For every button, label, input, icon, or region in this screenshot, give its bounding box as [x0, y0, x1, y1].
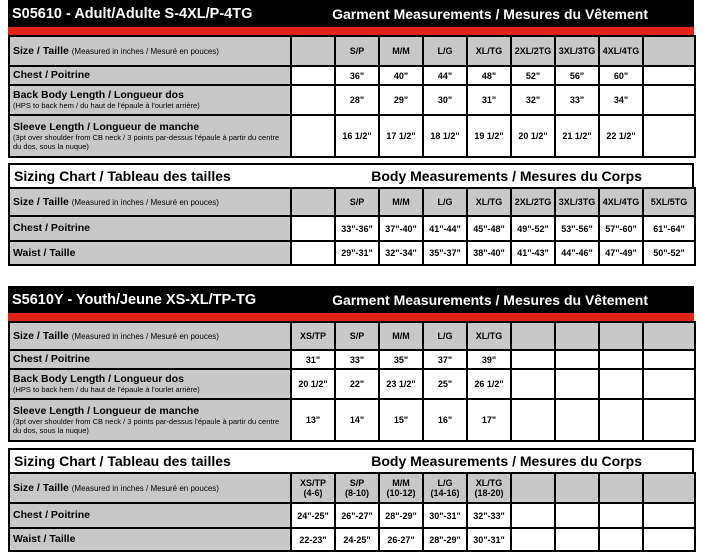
measure-cell: 28"	[335, 85, 379, 115]
youth-product-title: S5610Y - Youth/Jeune XS-XL/TP-TG	[12, 291, 257, 308]
measure-cell: 53"-56"	[555, 216, 599, 241]
measure-cell: 29"	[379, 85, 423, 115]
measure-cell: 35"	[379, 350, 423, 369]
measure-cell: 37"-40"	[379, 216, 423, 241]
size-header: 4XL/4TG	[599, 188, 643, 216]
measure-cell: 32"-33"	[467, 503, 511, 528]
measure-cell: 30"	[423, 85, 467, 115]
measure-cell: 25"	[423, 369, 467, 399]
size-header: L/G	[423, 36, 467, 66]
measure-cell: 35"-37"	[423, 241, 467, 265]
measure-cell: 18 1/2"	[423, 115, 467, 157]
empty-cell	[643, 66, 695, 85]
measure-cell: 24"-25"	[291, 503, 335, 528]
measure-cell: 50"-52"	[643, 241, 695, 265]
size-header: XS/TP (4-6)	[291, 473, 335, 503]
chest-label: Chest / Poitrine	[9, 216, 291, 241]
adult-body-waist-row	[9, 241, 695, 265]
youth-garment-header	[8, 286, 694, 313]
empty-cell	[599, 350, 643, 369]
measure-cell: 23 1/2"	[379, 369, 423, 399]
empty-cell	[643, 399, 695, 441]
adult-garment-title: Garment Measurements / Mesures du Vêtement	[332, 5, 648, 22]
measure-cell: 57"-60"	[599, 216, 643, 241]
youth-garment-title: Garment Measurements / Mesures du Vêtement	[332, 291, 648, 308]
empty-cell	[555, 369, 599, 399]
adult-garment-table	[8, 35, 696, 158]
measure-cell: 56"	[555, 66, 599, 85]
measure-cell: 36"	[335, 66, 379, 85]
measure-cell: 29"-31"	[335, 241, 379, 265]
empty-cell	[599, 473, 643, 503]
empty-cell	[599, 399, 643, 441]
youth-body-waist-row	[9, 528, 695, 551]
chest-label: Chest / Poitrine	[9, 350, 291, 369]
size-header: M/M (10-12)	[379, 473, 423, 503]
empty-cell	[643, 85, 695, 115]
measure-cell: 30"-31"	[467, 528, 511, 551]
empty-cell	[291, 216, 335, 241]
size-header: XS/TP	[291, 322, 335, 350]
back-length-label: Back Body Length / Longueur dos (HPS to back hem / du haut de l'épaule à l'ourlet arrière)	[9, 85, 291, 115]
empty-cell	[643, 528, 695, 551]
size-label-cell: Size / Taille (Measured in inches / Mesuré en pouces)	[9, 473, 291, 503]
empty-cell	[511, 322, 555, 350]
size-header: M/M	[379, 188, 423, 216]
measure-cell: 48"	[467, 66, 511, 85]
measure-cell: 47"-49"	[599, 241, 643, 265]
adult-sleeve-row	[9, 115, 695, 157]
empty-cell	[511, 350, 555, 369]
chest-label: Chest / Poitrine	[9, 503, 291, 528]
measure-cell: 52"	[511, 66, 555, 85]
empty-cell	[291, 66, 335, 85]
sleeve-length-label: Sleeve Length / Longueur de manche (3pt over shoulder from CB neck / 3 points par-dessus l'épaule à partir du centre du dos, sous la nuque)	[9, 115, 291, 157]
body-measurements-title: Body Measurements / Mesures du Corps	[371, 453, 642, 469]
size-label-cell: Size / Taille (Measured in inches / Mesuré en pouces)	[9, 188, 291, 216]
adult-garment-section	[8, 0, 694, 158]
youth-body-section	[8, 448, 694, 552]
empty-cell	[643, 503, 695, 528]
size-label-cell: Size / Taille (Measured in inches / Mesuré en pouces)	[9, 322, 291, 350]
size-header: L/G (14-16)	[423, 473, 467, 503]
empty-cell	[599, 369, 643, 399]
youth-body-header	[8, 448, 694, 472]
size-header: S/P	[335, 322, 379, 350]
youth-body-size-row	[9, 473, 695, 503]
youth-garment-table	[8, 321, 696, 442]
adult-body-chest-row	[9, 216, 695, 241]
adult-product-title: S05610 - Adult/Adulte S-4XL/P-4TG	[12, 5, 253, 22]
measure-cell: 22-23"	[291, 528, 335, 551]
measure-cell: 20 1/2"	[511, 115, 555, 157]
size-header: L/G	[423, 188, 467, 216]
empty-cell	[643, 473, 695, 503]
chest-label: Chest / Poitrine	[9, 66, 291, 85]
empty-cell	[643, 115, 695, 157]
empty-cell	[599, 528, 643, 551]
sizing-chart-title: Sizing Chart / Tableau des tailles	[14, 168, 231, 184]
youth-sleeve-row	[9, 399, 695, 441]
empty-cell	[291, 188, 335, 216]
measure-cell: 21 1/2"	[555, 115, 599, 157]
size-label-cell: Size / Taille (Measured in inches / Mesuré en pouces)	[9, 36, 291, 66]
sizing-chart-title: Sizing Chart / Tableau des tailles	[14, 453, 231, 469]
empty-cell	[511, 399, 555, 441]
size-header: 2XL/2TG	[511, 36, 555, 66]
sleeve-length-label: Sleeve Length / Longueur de manche (3pt over shoulder from CB neck / 3 points par-dessus l'épaule à partir du centre du dos, sous la nuque)	[9, 399, 291, 441]
empty-cell	[291, 36, 335, 66]
empty-cell	[599, 503, 643, 528]
empty-cell	[555, 350, 599, 369]
size-header: L/G	[423, 322, 467, 350]
empty-cell	[643, 350, 695, 369]
youth-body-chest-row	[9, 503, 695, 528]
size-header: S/P	[335, 188, 379, 216]
measure-cell: 33"	[335, 350, 379, 369]
measure-cell: 22"	[335, 369, 379, 399]
measure-cell: 22 1/2"	[599, 115, 643, 157]
youth-chest-row	[9, 350, 695, 369]
waist-label: Waist / Taille	[9, 241, 291, 265]
adult-body-size-row	[9, 188, 695, 216]
empty-cell	[291, 85, 335, 115]
measure-cell: 13"	[291, 399, 335, 441]
empty-cell	[555, 503, 599, 528]
empty-cell	[555, 473, 599, 503]
adult-garment-header	[8, 0, 694, 27]
youth-garment-section	[8, 286, 694, 442]
adult-back-row	[9, 85, 695, 115]
measure-cell: 28"-29"	[423, 528, 467, 551]
measure-cell: 24-25"	[335, 528, 379, 551]
measure-cell: 19 1/2"	[467, 115, 511, 157]
empty-cell	[555, 399, 599, 441]
empty-cell	[511, 473, 555, 503]
measure-cell: 30"-31"	[423, 503, 467, 528]
measure-cell: 32"-34"	[379, 241, 423, 265]
measure-cell: 44"	[423, 66, 467, 85]
measure-cell: 33"	[555, 85, 599, 115]
size-header: 2XL/2TG	[511, 188, 555, 216]
measure-cell: 41"-43"	[511, 241, 555, 265]
back-length-label: Back Body Length / Longueur dos (HPS to back hem / du haut de l'épaule à l'ourlet arrière)	[9, 369, 291, 399]
size-header: M/M	[379, 36, 423, 66]
measure-cell: 41"-44"	[423, 216, 467, 241]
measure-cell: 15"	[379, 399, 423, 441]
size-header: 5XL/5TG	[643, 188, 695, 216]
measure-cell: 61"-64"	[643, 216, 695, 241]
empty-cell	[291, 115, 335, 157]
size-header: XL/TG (18-20)	[467, 473, 511, 503]
measure-cell: 20 1/2"	[291, 369, 335, 399]
body-measurements-title: Body Measurements / Mesures du Corps	[371, 168, 642, 184]
measure-cell: 39"	[467, 350, 511, 369]
size-header: 4XL/4TG	[599, 36, 643, 66]
waist-label: Waist / Taille	[9, 528, 291, 551]
adult-body-table	[8, 187, 696, 266]
measure-cell: 26-27"	[379, 528, 423, 551]
adult-body-section	[8, 163, 694, 266]
empty-cell	[643, 369, 695, 399]
size-header: S/P (8-10)	[335, 473, 379, 503]
measure-cell: 60"	[599, 66, 643, 85]
measure-cell: 17 1/2"	[379, 115, 423, 157]
empty-cell	[599, 322, 643, 350]
empty-cell	[555, 322, 599, 350]
empty-cell	[643, 322, 695, 350]
measure-cell: 37"	[423, 350, 467, 369]
measure-cell: 16"	[423, 399, 467, 441]
red-divider	[8, 27, 694, 35]
measure-cell: 16 1/2"	[335, 115, 379, 157]
adult-size-row	[9, 36, 695, 66]
red-divider	[8, 313, 694, 321]
measure-cell: 31"	[291, 350, 335, 369]
measure-cell: 28"-29"	[379, 503, 423, 528]
youth-back-row	[9, 369, 695, 399]
measure-cell: 38"-40"	[467, 241, 511, 265]
measure-cell: 14"	[335, 399, 379, 441]
measure-cell: 33"-36"	[335, 216, 379, 241]
size-header: XL/TG	[467, 36, 511, 66]
empty-cell	[555, 528, 599, 551]
adult-chest-row	[9, 66, 695, 85]
size-header: 3XL/3TG	[555, 36, 599, 66]
measure-cell: 26 1/2"	[467, 369, 511, 399]
size-header: XL/TG	[467, 322, 511, 350]
adult-body-header	[8, 163, 694, 187]
measure-cell: 17"	[467, 399, 511, 441]
size-header: S/P	[335, 36, 379, 66]
measure-cell: 44"-46"	[555, 241, 599, 265]
empty-cell	[511, 528, 555, 551]
measure-cell: 34"	[599, 85, 643, 115]
empty-cell	[511, 369, 555, 399]
measure-cell: 49"-52"	[511, 216, 555, 241]
measure-cell: 32"	[511, 85, 555, 115]
empty-cell	[291, 241, 335, 265]
youth-body-table	[8, 472, 696, 552]
size-header: XL/TG	[467, 188, 511, 216]
empty-cell	[511, 503, 555, 528]
measure-cell: 40"	[379, 66, 423, 85]
measure-cell: 26"-27"	[335, 503, 379, 528]
size-header: M/M	[379, 322, 423, 350]
measure-cell: 45"-48"	[467, 216, 511, 241]
youth-size-row	[9, 322, 695, 350]
measure-cell: 31"	[467, 85, 511, 115]
size-header: 3XL/3TG	[555, 188, 599, 216]
empty-cell	[643, 36, 695, 66]
